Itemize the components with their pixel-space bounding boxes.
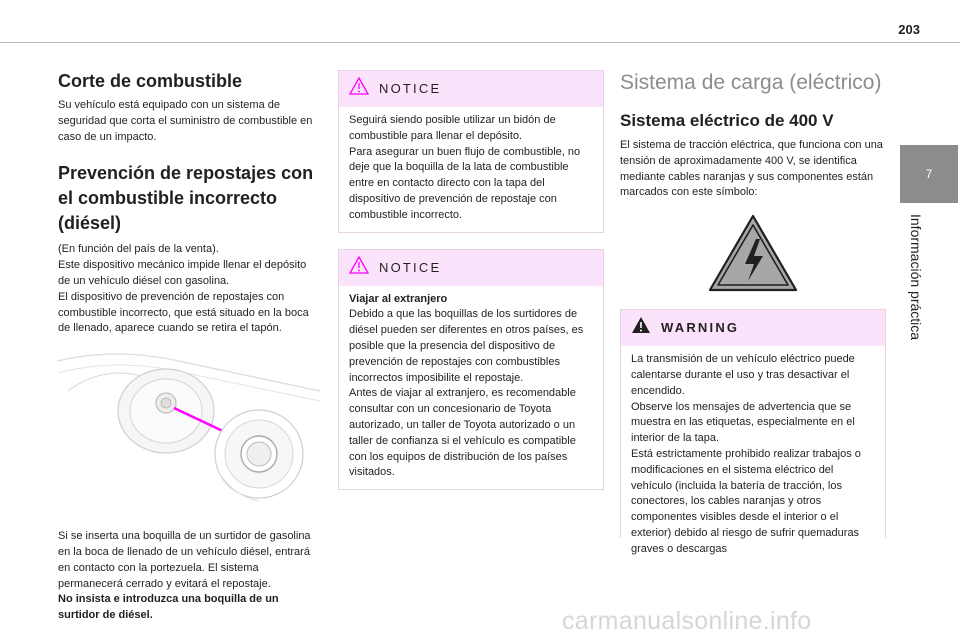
transmission-heat-text: La transmisión de un vehículo eléctrico puede calentarse durante el uso y tras desactivar el encendido.: [631, 353, 855, 397]
site-watermark: carmanualsonline.info: [562, 607, 812, 635]
misfuel-country-note: (En función del país de la venta).: [58, 243, 219, 256]
chapter-label: Información práctica: [908, 214, 924, 341]
prohibited-work-text: Está estrictamente prohibido realizar trabajos o modificaciones en el sistema eléctrico del vehículo (incluida la batería de tracción, los conectores, los cables naranjas y otros componentes visibles desde el interior o el exterior) debido al riesgo de sufrir quemaduras graves o descargas: [631, 447, 861, 555]
misfuel-location-text: El dispositivo de prevención de repostajes con combustible incorrecto, que está situado en la boca de llenado, aparece cuando se retira el tapón.: [58, 290, 309, 335]
foreign-nozzle-text: Debido a que las boquillas de los surtidores de diésel pueden ser diferentes en otros países, es posible que la presencia del dispositivo de prevención de repostajes con combustibles incorrectos imposibilite el repostaje.: [349, 308, 584, 384]
consult-dealer-text: Antes de viajar al extranjero, es recomendable consultar con un concesionario de Toyota autorizado, un taller de Toyota autorizado o un taller de confianza si el vehículo es compatible con los equipos de distribución de los países visitados.: [349, 387, 576, 479]
filler-neck-illustration: [58, 351, 320, 517]
high-voltage-warning-icon: [620, 213, 886, 293]
notice-label: NOTICE: [379, 259, 442, 275]
left-column: [58, 70, 320, 624]
warning-body: [621, 346, 885, 555]
header-divider: [0, 42, 960, 43]
caution-triangle-icon: [349, 256, 369, 280]
page-number: 203: [898, 22, 920, 37]
electric-400v-title: Sistema eléctrico de 400 V: [620, 111, 834, 130]
petrol-nozzle-text: Si se inserta una boquilla de un surtidor de gasolina en la boca de llenado de un vehículo diésel, entrará en contacto con la portezuela. El sistema permanecerá cerrado y evitará el repostaje.: [58, 530, 311, 590]
electric-400v-text: El sistema de tracción eléctrica, que funciona con una tensión de aproximadamente 400 V, se identifica mediante cables naranjas y sus componentes están marcados con este símbolo:: [620, 139, 883, 199]
warning-label: WARNING: [661, 320, 740, 336]
fuel-can-text: Seguirá siendo posible utilizar un bidón de combustible para llenar el depósito.: [349, 114, 556, 142]
misfuel-prevention-title: Prevención de repostajes con el combustible incorrecto (diésel): [58, 163, 314, 234]
notice-body: [339, 286, 603, 490]
notice-header: [339, 71, 603, 107]
middle-column: [338, 70, 604, 506]
charging-system-title: Sistema de carga (eléctrico): [620, 71, 882, 94]
warning-box: [620, 309, 886, 555]
warning-triangle-icon: [631, 316, 651, 340]
misfuel-device-text: Este dispositivo mecánico impide llenar el depósito de un vehículo diésel con gasolina.: [58, 259, 307, 287]
label-messages-text: Observe los mensajes de advertencia que se muestra en las etiquetas, especialmente en el interior de la tapa.: [631, 400, 855, 445]
notice-label: NOTICE: [379, 81, 442, 97]
diesel-nozzle-instruction: No insista e introduzca una boquilla de un surtidor de diésel.: [58, 593, 279, 622]
fuel-cutoff-text: Su vehículo está equipado con un sistema de seguridad que corta el suministro de combustible en caso de un impacto.: [58, 99, 313, 143]
notice-header: [339, 250, 603, 286]
notice-box-abroad: [338, 249, 604, 491]
travel-abroad-heading: Viajar al extranjero: [349, 292, 448, 305]
notice-box-fuel-can: [338, 70, 604, 233]
fuel-flow-text: Para asegurar un buen flujo de combustible, no deje que la boquilla de la lata de combustible entre en contacto directo con la tapa del dispositivo de prevención de repostaje con combustible incorrecto.: [349, 145, 581, 221]
warning-header: [621, 310, 885, 346]
chapter-tab[interactable]: 7: [900, 145, 958, 203]
caution-triangle-icon: [349, 77, 369, 101]
right-column: [620, 70, 886, 555]
notice-body: [339, 107, 603, 232]
fuel-cutoff-title: Corte de combustible: [58, 71, 243, 91]
